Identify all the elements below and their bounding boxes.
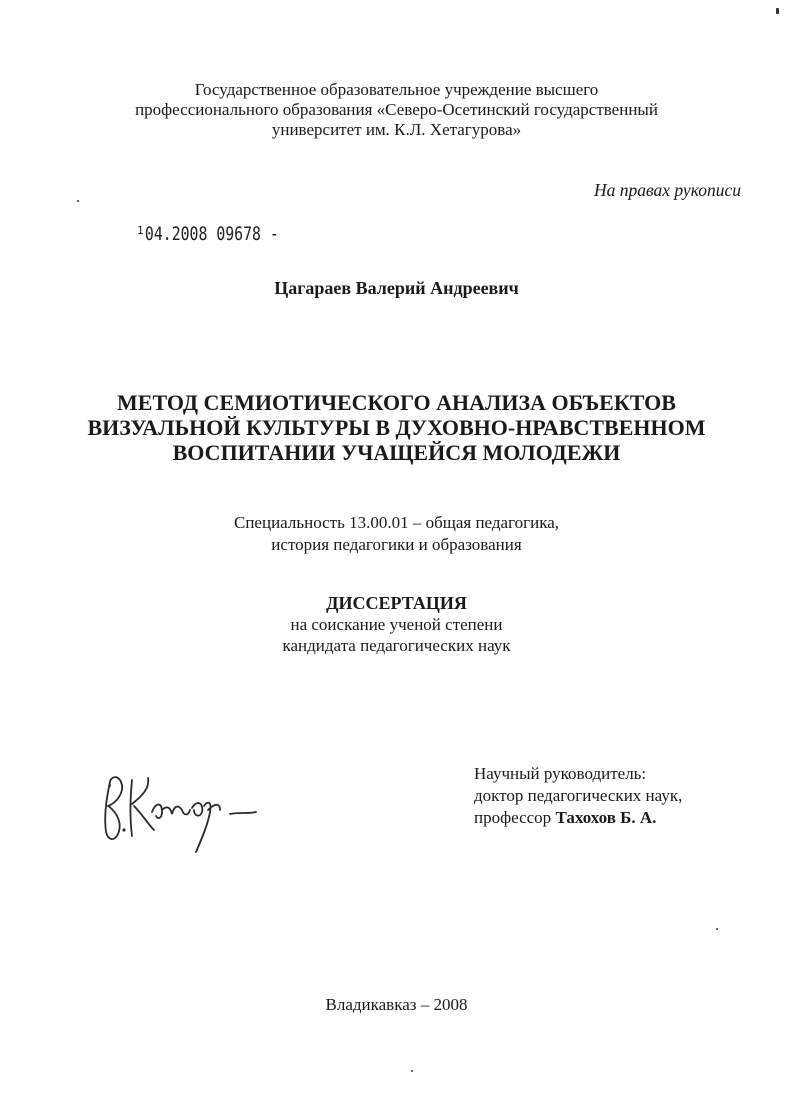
dissertation-degree-block [0, 593, 793, 656]
institution-line-2: профессионального образования «Северо-Осетинский государственный [135, 100, 658, 119]
specialty-block [0, 512, 793, 556]
manuscript-rights-note: На правах рукописи [594, 180, 741, 200]
dissertation-label: ДИССЕРТАЦИЯ [326, 593, 467, 613]
degree-line-2: кандидата педагогических наук [282, 636, 511, 655]
institution-line-3: университет им. К.Л. Хетагурова» [271, 120, 522, 139]
institution-header [0, 80, 793, 140]
scan-speck [411, 1070, 413, 1072]
title-line-3: ВОСПИТАНИИ УЧАЩЕЙСЯ МОЛОДЕЖИ [172, 440, 621, 465]
supervisor-rank: профессор [474, 808, 552, 827]
stamp-prefix-mark: ¹ [136, 223, 145, 245]
handwritten-signature [96, 760, 266, 860]
stamp-number-text: 04.2008 09678 [144, 223, 261, 245]
degree-line-1: на соискание ученой степени [290, 615, 503, 634]
specialty-line-1: Специальность 13.00.01 – общая педагогика, [234, 513, 559, 532]
supervisor-degree: доктор педагогических наук, [474, 786, 683, 805]
supervisor-rank-name [474, 807, 682, 829]
scan-speck [716, 928, 718, 930]
supervisor-role: Научный руководитель: [474, 764, 647, 783]
supervisor-name: Тахохов Б. А. [555, 808, 657, 827]
title-line-1: МЕТОД СЕМИОТИЧЕСКОГО АНАЛИЗА ОБЪЕКТОВ [117, 390, 676, 415]
city-year: Владикавказ – 2008 [325, 995, 468, 1014]
institution-line-1: Государственное образовательное учреждение высшего [194, 80, 599, 99]
title-line-2: ВИЗУАЛЬНОЙ КУЛЬТУРЫ В ДУХОВНО-НРАВСТВЕННОМ [87, 415, 706, 440]
stamp-suffix-mark: - [260, 223, 279, 245]
scan-speck [77, 200, 79, 202]
scientific-supervisor-block [474, 763, 682, 829]
library-stamp-number [136, 223, 279, 245]
dissertation-title [0, 390, 793, 465]
specialty-line-2: история педагогики и образования [271, 535, 522, 554]
scan-speck [776, 8, 779, 14]
author-name: Цагараев Валерий Андреевич [274, 278, 519, 298]
